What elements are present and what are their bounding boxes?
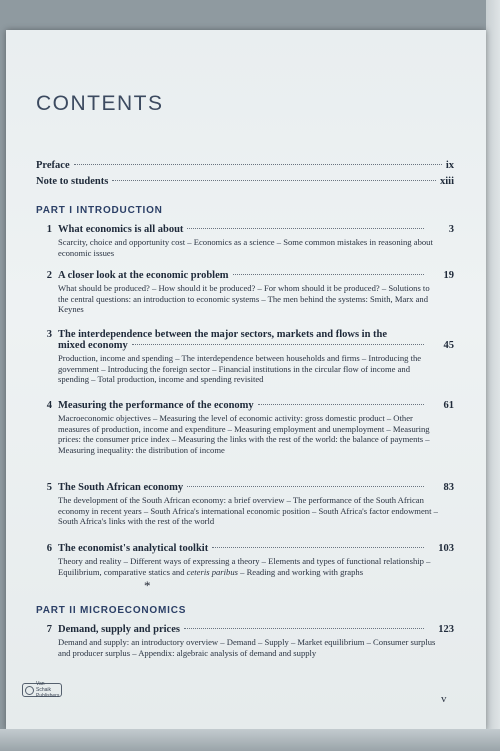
part-heading: PART I INTRODUCTION bbox=[36, 205, 163, 216]
adjacent-page-edge bbox=[486, 0, 500, 751]
chapter-page: 19 bbox=[443, 270, 454, 281]
chapter-title: Demand, supply and prices bbox=[58, 624, 180, 635]
chapter-number: 3 bbox=[46, 329, 52, 340]
chapter-description: What should be produced? – How should it be produced? – For whom should it be produced? – Solutions to the central questions: an introduction to economic systems – The men behind the systems: Smith, Marx and Keynes bbox=[58, 283, 430, 315]
chapter-title: The economist's analytical toolkit bbox=[58, 543, 209, 554]
front-matter-label: Preface bbox=[36, 160, 70, 171]
chapter-title-continued: mixed economy bbox=[58, 340, 128, 351]
chapter-entry bbox=[36, 270, 454, 315]
dot-leader bbox=[184, 628, 424, 629]
chapter-entry bbox=[36, 224, 454, 258]
chapter-description-part: Theory and reality – Different ways of expressing a theory – Elements and types of functional relationship – Equilibrium, comparative statics and bbox=[58, 556, 431, 577]
handwritten-asterisk: * bbox=[144, 578, 151, 593]
chapter-number: 6 bbox=[46, 543, 52, 554]
chapter-number: 4 bbox=[46, 400, 52, 411]
page-title: CONTENTS bbox=[36, 92, 164, 115]
chapter-title: A closer look at the economic problem bbox=[58, 270, 229, 281]
chapter-entry bbox=[36, 543, 454, 577]
chapter-page: 83 bbox=[443, 482, 454, 493]
dot-leader bbox=[187, 486, 424, 487]
chapter-number: 5 bbox=[46, 482, 52, 493]
front-matter-label: Note to students bbox=[36, 176, 109, 187]
dot-leader bbox=[212, 547, 424, 548]
chapter-page: 61 bbox=[443, 400, 454, 411]
chapter-page: 123 bbox=[438, 624, 454, 635]
chapter-description: Production, income and spending – The interdependence between households and firms – Introducing the government – Introducing the foreign sector – Financial institutions in the circular flow of income and spending – Total production, income and spending revisited bbox=[58, 353, 422, 385]
front-matter-item bbox=[36, 160, 454, 176]
front-matter-page: xiii bbox=[439, 176, 454, 187]
chapter-title: Measuring the performance of the economy bbox=[58, 400, 254, 411]
dot-leader bbox=[74, 164, 442, 165]
dot-leader bbox=[112, 180, 436, 181]
dot-leader bbox=[187, 228, 424, 229]
chapter-entry bbox=[36, 624, 454, 658]
front-matter-page: ix bbox=[445, 160, 454, 171]
chapter-entry bbox=[36, 329, 454, 385]
chapter-description: Demand and supply: an introductory overview – Demand – Supply – Market equilibrium – Consumer surplus and producer surplus – Appendix: algebraic analysis of demand and supply bbox=[58, 637, 436, 658]
dot-leader bbox=[258, 404, 424, 405]
publisher-logo-text: Van Schaik Publishers bbox=[36, 681, 60, 699]
chapter-number: 7 bbox=[46, 624, 52, 635]
chapter-number: 1 bbox=[46, 224, 52, 235]
front-matter-list bbox=[36, 160, 454, 192]
dot-leader bbox=[132, 344, 424, 345]
publisher-logo-icon bbox=[25, 686, 34, 695]
chapter-title: The interdependence between the major sectors, markets and flows in the bbox=[58, 329, 388, 340]
chapter-number: 2 bbox=[46, 270, 52, 281]
chapter-page: 3 bbox=[448, 224, 454, 235]
chapter-page: 103 bbox=[438, 543, 454, 554]
chapter-description: Macroeconomic objectives – Measuring the level of economic activity: gross domestic product – Other measures of production, income and expenditure – Measuring employment and unemployment – Measuring prices: the consumer price index – Measuring the links with the rest of the world: the balance of payments – Measuring inequality: the distribution of income bbox=[58, 413, 430, 456]
chapter-description: The development of the South African economy: a brief overview – The performance of the South African economy in recent years – South Africa's international economic position – South Africa's factor endowment – South Africa's links with the rest of the world bbox=[58, 495, 438, 527]
part-heading: PART II MICROECONOMICS bbox=[36, 605, 187, 616]
page-bottom-shadow bbox=[0, 729, 500, 751]
chapter-title: The South African economy bbox=[58, 482, 184, 493]
chapter-description bbox=[58, 556, 440, 577]
chapter-page: 45 bbox=[443, 340, 454, 351]
chapter-title: What economics is all about bbox=[58, 224, 184, 235]
dot-leader bbox=[233, 274, 424, 275]
chapter-description: Scarcity, choice and opportunity cost – Economics as a science – Some common mistakes in reasoning about economic issues bbox=[58, 237, 433, 258]
chapter-entry bbox=[36, 482, 454, 527]
chapter-description-italic: ceteris paribus bbox=[186, 566, 238, 577]
chapter-description-part: – Reading and working with graphs bbox=[237, 566, 364, 577]
chapter-entry bbox=[36, 400, 454, 456]
front-matter-item bbox=[36, 176, 454, 192]
page-number: v bbox=[441, 693, 447, 705]
publisher-logo bbox=[22, 683, 62, 697]
